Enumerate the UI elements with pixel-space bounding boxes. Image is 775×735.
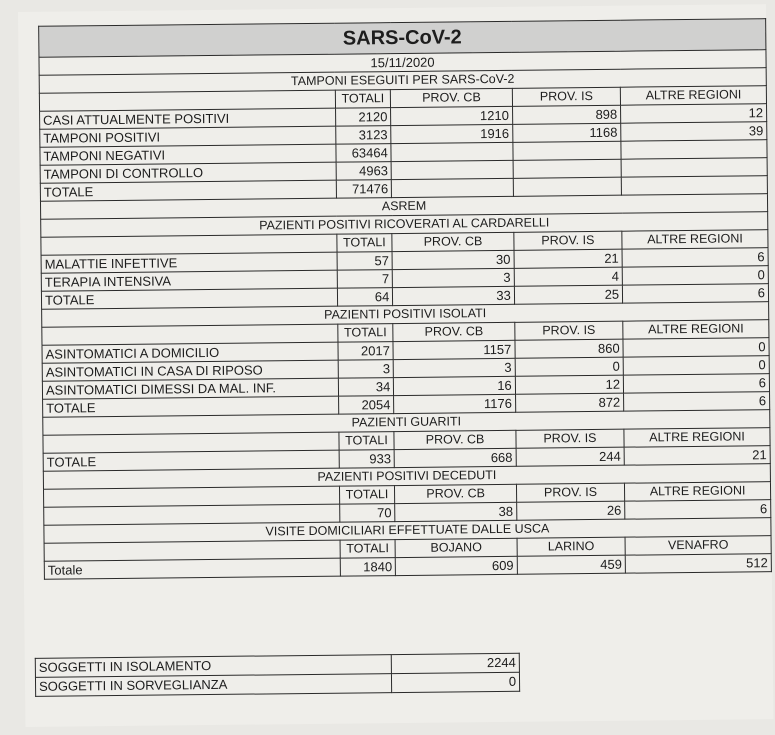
cell-value: 6 xyxy=(622,248,768,268)
section-title: PAZIENTI GUARITI xyxy=(43,410,770,436)
column-header: PROV. CB xyxy=(394,430,516,449)
cell-value: 3123 xyxy=(335,126,391,145)
cell-value: 3 xyxy=(393,358,515,377)
column-header: PROV. CB xyxy=(393,322,515,341)
column-header: ALTRE REGIONI xyxy=(624,428,770,448)
cell-value: 2120 xyxy=(335,108,391,127)
column-header: TOTALI xyxy=(337,324,393,343)
cell-value: 7 xyxy=(337,270,393,289)
cell-value xyxy=(391,160,513,179)
column-header: BOJANO xyxy=(395,538,517,557)
cell-value: 25 xyxy=(514,285,623,304)
cell-value: 1176 xyxy=(394,394,516,413)
row-label: TOTALE xyxy=(41,288,337,309)
cell-value: 933 xyxy=(339,450,395,469)
cell-value: 1840 xyxy=(340,558,396,577)
cell-value: 12 xyxy=(621,104,767,124)
cell-value: 1210 xyxy=(391,106,513,125)
cell-value xyxy=(391,142,513,161)
report-body xyxy=(39,19,772,580)
document-sheet xyxy=(18,4,773,727)
column-header: PROV. CB xyxy=(395,484,517,503)
cell-value xyxy=(621,140,767,160)
column-header: ALTRE REGIONI xyxy=(623,320,769,340)
column-header: ALTRE REGIONI xyxy=(620,86,766,106)
cell-value: 872 xyxy=(515,393,624,412)
soggetti-value: 0 xyxy=(391,672,519,692)
column-header: TOTALI xyxy=(339,486,395,505)
report-title: SARS-CoV-2 xyxy=(39,19,766,58)
covid-report-table xyxy=(38,18,772,580)
row-label: ASINTOMATICI A DOMICILIO xyxy=(42,342,338,363)
row-label: TOTALE xyxy=(43,396,339,417)
row-label: CASI ATTUALMENTE POSITIVI xyxy=(40,108,336,129)
section-title: PAZIENTI POSITIVI DECEDUTI xyxy=(43,464,770,490)
cell-value: 0 xyxy=(515,357,624,376)
column-header: PROV. IS xyxy=(515,321,624,340)
row-label: TOTALE xyxy=(43,450,339,471)
cell-value: 0 xyxy=(622,266,768,286)
cell-value: 26 xyxy=(516,501,625,520)
column-header: TOTALI xyxy=(335,90,391,109)
soggetti-value: 2244 xyxy=(391,653,519,673)
cell-value: 33 xyxy=(393,286,515,305)
column-header: ALTRE REGIONI xyxy=(622,230,768,250)
cell-value: 4963 xyxy=(336,162,392,181)
cell-value: 898 xyxy=(512,105,621,124)
row-label: TAMPONI NEGATIVI xyxy=(40,144,336,165)
cell-value xyxy=(513,141,622,160)
cell-value xyxy=(392,178,514,197)
cell-value: 64 xyxy=(337,288,393,307)
section-title: TAMPONI ESEGUITI PER SARS-CoV-2 xyxy=(39,68,766,94)
cell-value: 512 xyxy=(625,554,771,574)
cell-value: 63464 xyxy=(336,144,392,163)
cell-value: 38 xyxy=(395,502,517,521)
cell-value: 39 xyxy=(621,122,767,142)
cell-value: 0 xyxy=(623,338,769,358)
cell-value xyxy=(621,176,767,196)
cell-value xyxy=(513,177,622,196)
row-label: MALATTIE INFETTIVE xyxy=(41,252,337,273)
column-header: PROV. IS xyxy=(516,483,625,502)
cell-value: 3 xyxy=(393,268,515,287)
cell-value: 21 xyxy=(514,249,623,268)
soggetti-label: SOGGETTI IN SORVEGLIANZA xyxy=(35,674,391,697)
column-header: TOTALI xyxy=(340,540,396,559)
column-header: PROV. CB xyxy=(392,232,514,251)
row-label: TOTALE xyxy=(40,180,336,201)
cell-value: 2054 xyxy=(338,396,394,415)
cell-value: 4 xyxy=(514,267,623,286)
cell-value: 34 xyxy=(338,378,394,397)
column-header: TOTALI xyxy=(339,432,395,451)
cell-value: 57 xyxy=(337,252,393,271)
section-title: VISITE DOMICILIARI EFFETTUATE DALLE USCA xyxy=(44,518,771,544)
row-label: ASINTOMATICI DIMESSI DA MAL. INF. xyxy=(42,378,338,399)
cell-value: 668 xyxy=(394,448,516,467)
row-label: Totale xyxy=(44,558,340,579)
row-label: ASINTOMATICI IN CASA DI RIPOSO xyxy=(42,360,338,381)
column-header: PROV. IS xyxy=(514,231,623,250)
cell-value: 1916 xyxy=(391,124,513,143)
cell-value: 6 xyxy=(625,500,771,520)
soggetti-label: SOGGETTI IN ISOLAMENTO xyxy=(35,655,391,678)
cell-value: 459 xyxy=(517,555,626,574)
cell-value: 16 xyxy=(394,376,516,395)
cell-value: 0 xyxy=(623,356,769,376)
asrem-label: ASREM xyxy=(40,194,767,220)
column-header: PROV. IS xyxy=(512,87,621,106)
column-header: ALTRE REGIONI xyxy=(625,482,771,502)
row-label: TAMPONI DI CONTROLLO xyxy=(40,162,336,183)
cell-value: 71476 xyxy=(336,180,392,199)
report-date: 15/11/2020 xyxy=(39,50,766,76)
cell-value: 3 xyxy=(338,360,394,379)
column-header: TOTALI xyxy=(336,234,392,253)
cell-value: 244 xyxy=(516,447,625,466)
column-header: LARINO xyxy=(517,537,626,556)
column-header: VENAFRO xyxy=(625,536,771,556)
cell-value: 70 xyxy=(339,504,395,523)
cell-value: 609 xyxy=(396,556,518,575)
column-header: PROV. IS xyxy=(516,429,625,448)
column-header: PROV. CB xyxy=(391,88,513,107)
cell-value: 6 xyxy=(624,392,770,412)
cell-value: 21 xyxy=(624,446,770,466)
cell-value xyxy=(621,158,767,178)
cell-value: 2017 xyxy=(338,342,394,361)
cell-value: 1157 xyxy=(393,340,515,359)
cell-value: 12 xyxy=(515,375,624,394)
cell-value: 860 xyxy=(515,339,624,358)
section-title: PAZIENTI POSITIVI RICOVERATI AL CARDARELLI xyxy=(41,212,768,238)
cell-value: 6 xyxy=(623,374,769,394)
cell-value: 1168 xyxy=(513,123,622,142)
soggetti-table xyxy=(35,653,520,697)
section-title: PAZIENTI POSITIVI ISOLATI xyxy=(42,302,769,328)
row-label: TERAPIA INTENSIVA xyxy=(41,270,337,291)
row-label: TAMPONI POSITIVI xyxy=(40,126,336,147)
cell-value xyxy=(513,159,622,178)
cell-value: 6 xyxy=(623,284,769,304)
cell-value: 30 xyxy=(392,250,514,269)
